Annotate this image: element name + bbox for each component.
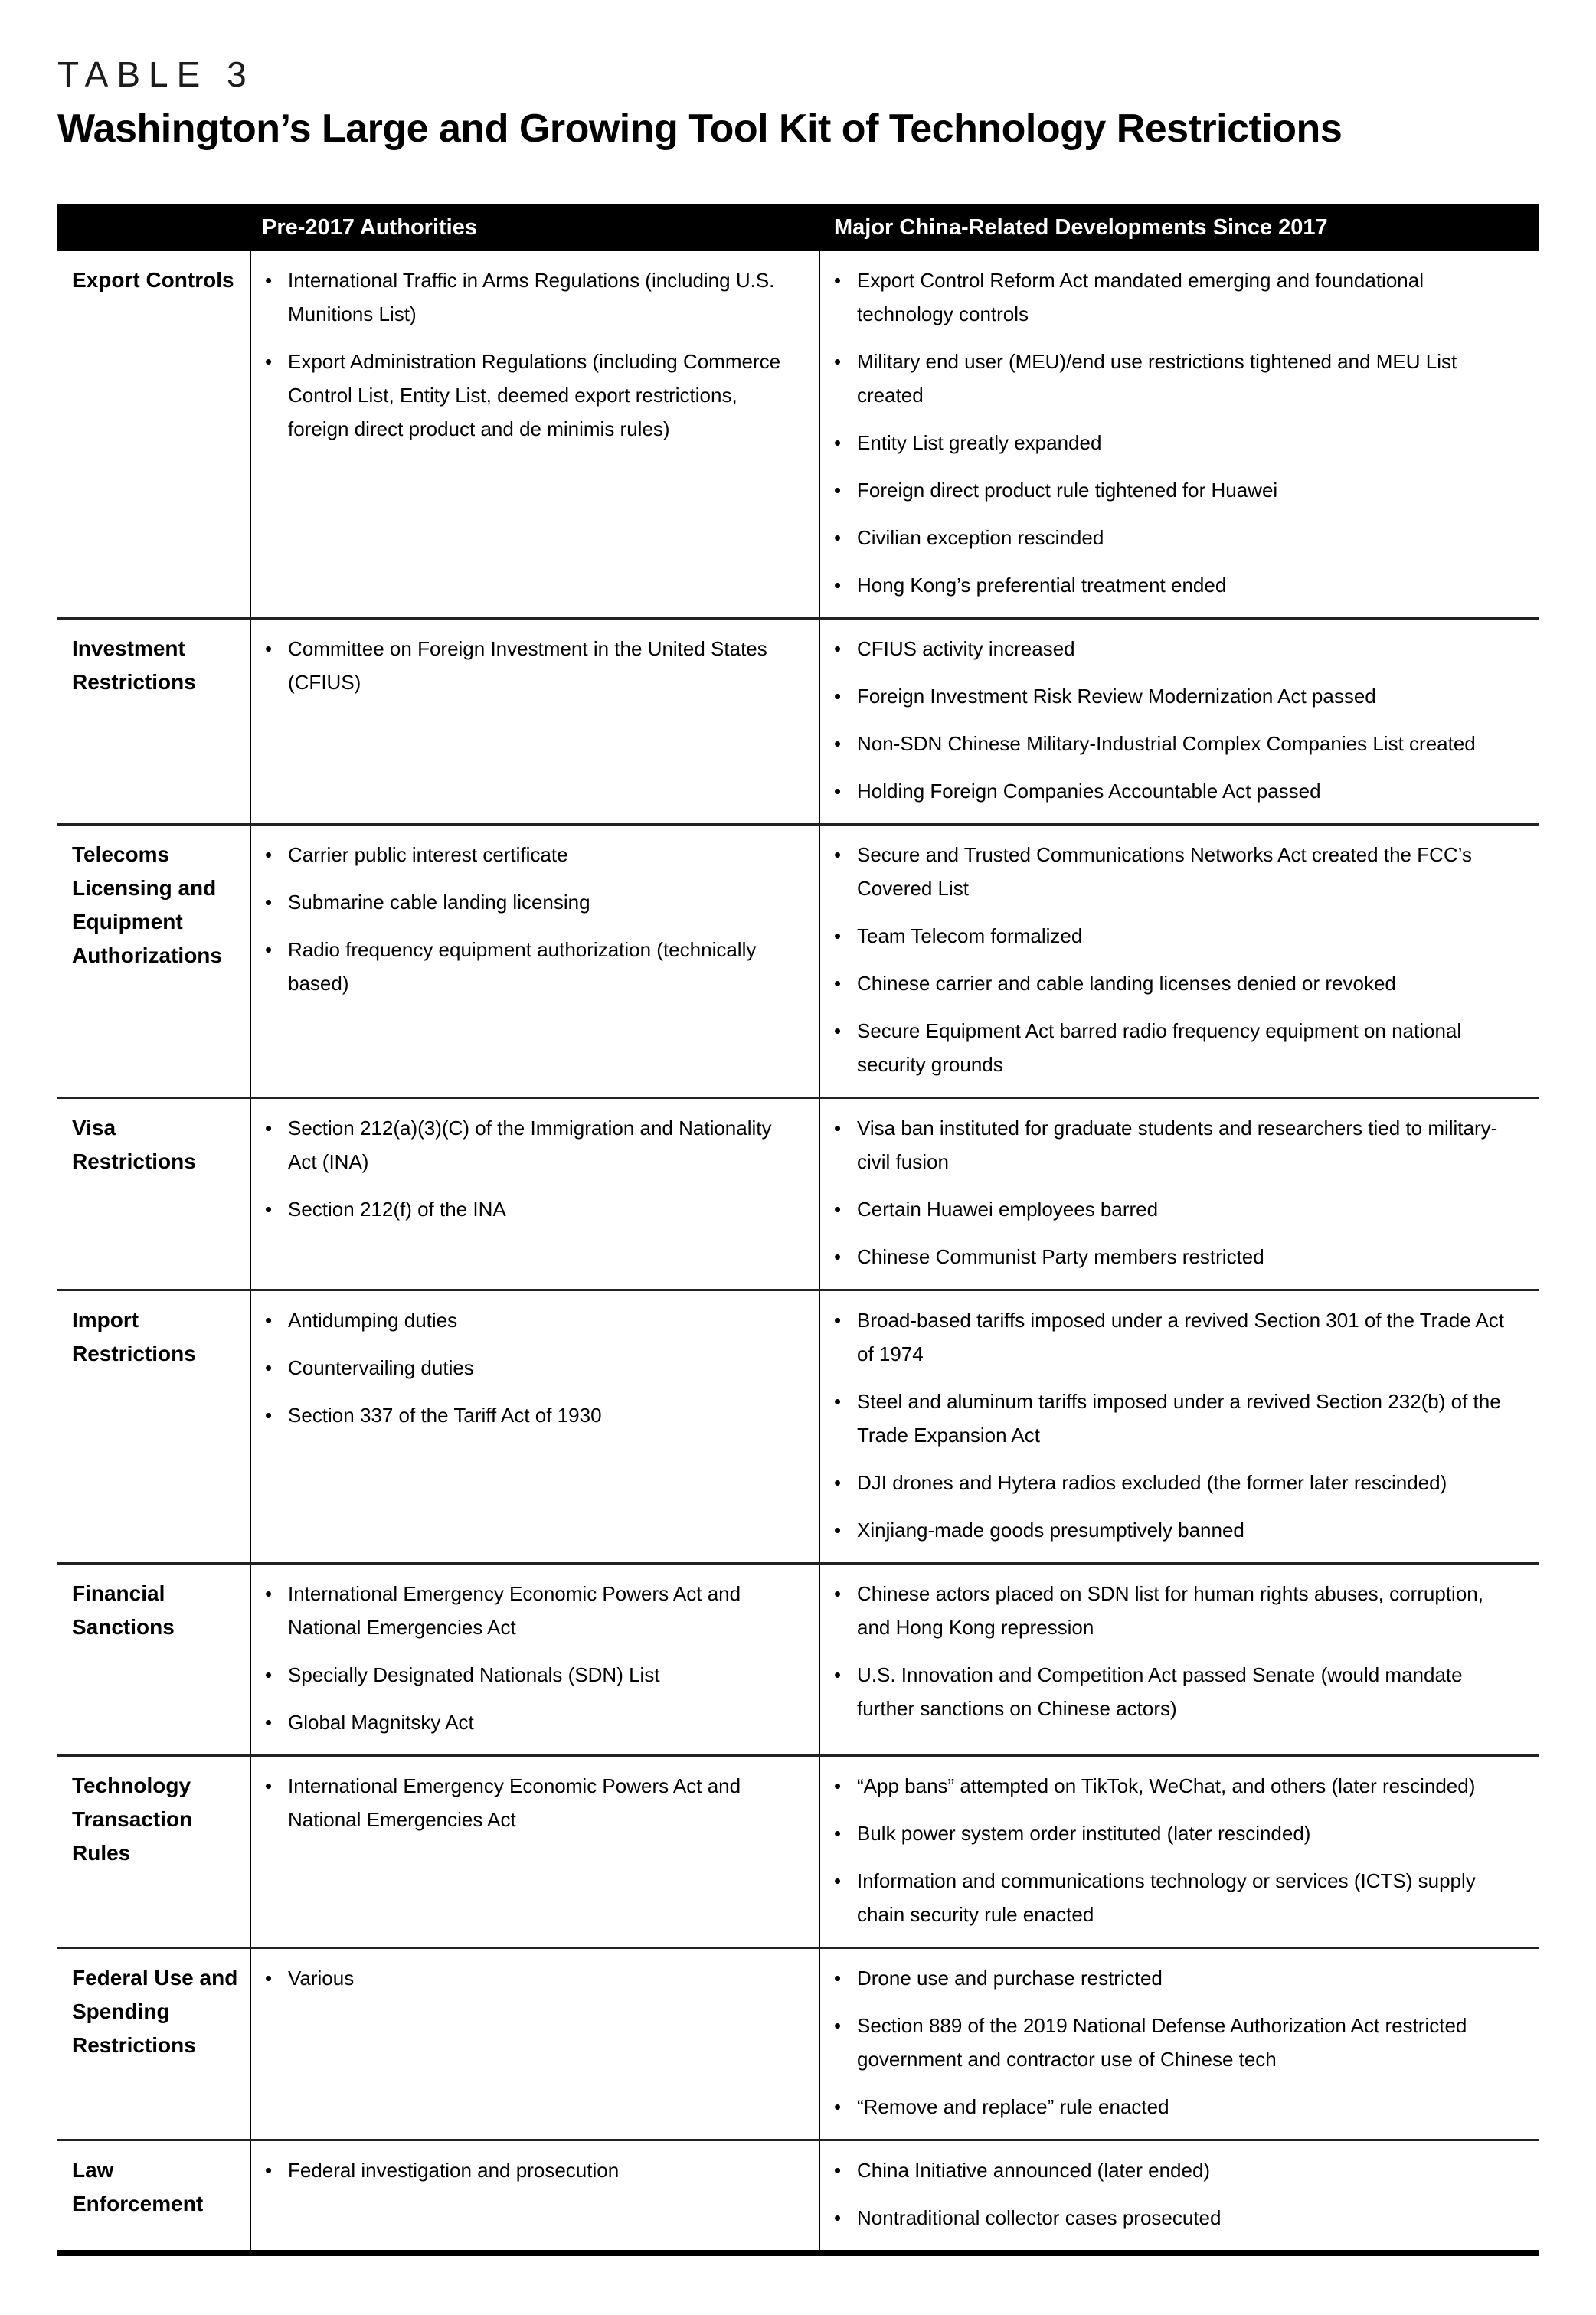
bullet-item xyxy=(251,838,793,871)
bullet-item xyxy=(251,1192,793,1226)
bullet-text: Secure and Trusted Communications Networks Act created the FCC’s Covered List xyxy=(857,843,1472,901)
bullet-text: Certain Huawei employees barred xyxy=(857,1198,1159,1221)
bullet-item xyxy=(251,1111,793,1179)
table-row xyxy=(57,1289,1539,1562)
bullet-icon: • xyxy=(265,1711,273,1735)
bullet-icon: • xyxy=(834,924,842,948)
bullet-icon: • xyxy=(834,350,842,374)
bullet-icon: • xyxy=(834,972,842,996)
bullet-item xyxy=(820,1577,1513,1644)
since2017-cell xyxy=(819,1291,1539,1562)
bullet-text: Visa ban instituted for graduate students and researchers tied to military-civil fusion xyxy=(857,1117,1498,1174)
bullet-text: Civilian exception rescinded xyxy=(857,526,1104,550)
bullet-icon: • xyxy=(834,2095,842,2119)
bullet-text: Section 889 of the 2019 National Defense Authorization Act restricted government and contractor use of Chinese tech xyxy=(857,2014,1467,2071)
bullet-icon: • xyxy=(834,1519,842,1542)
page-title: Washington’s Large and Growing Tool Kit of Technology Restrictions xyxy=(57,106,1343,151)
bullet-icon: • xyxy=(265,843,273,867)
bullet-text: Bulk power system order instituted (later rescinded) xyxy=(857,1822,1311,1846)
category-label: Export Controls xyxy=(72,268,234,293)
category-cell xyxy=(57,1757,250,1947)
bullet-item xyxy=(820,1658,1513,1725)
bullet-icon: • xyxy=(834,1663,842,1687)
bullet-text: Non-SDN Chinese Military-Industrial Complex Companies List created xyxy=(857,732,1476,756)
bullet-text: China Initiative announced (later ended) xyxy=(857,2159,1211,2183)
bullet-text: Export Control Reform Act mandated emerging and foundational technology controls xyxy=(857,269,1424,326)
bullet-icon: • xyxy=(265,1663,273,1687)
bullet-item xyxy=(820,521,1513,554)
bullet-item xyxy=(820,568,1513,602)
category-cell xyxy=(57,1565,250,1754)
bullet-icon: • xyxy=(834,1471,842,1495)
bullet-icon: • xyxy=(834,431,842,455)
bullet-item xyxy=(820,966,1513,1000)
bullet-item xyxy=(820,2090,1513,2124)
bullet-text: Xinjiang-made goods presumptively banned xyxy=(857,1519,1244,1542)
bullet-text: Secure Equipment Act barred radio frequency equipment on national security grounds xyxy=(857,1019,1462,1077)
bullet-item xyxy=(820,1466,1513,1499)
header-cell-since2017: Major China-Related Developments Since 2017 xyxy=(834,214,1328,240)
bullet-item xyxy=(251,1577,793,1644)
table-row xyxy=(57,1562,1539,1754)
bullet-text: U.S. Innovation and Competition Act passed Senate (would mandate further sanctions on Chinese actors) xyxy=(857,1663,1463,1721)
bullet-text: Section 212(f) of the INA xyxy=(288,1198,506,1221)
since2017-cell xyxy=(819,1757,1539,1947)
bullet-icon: • xyxy=(265,1774,273,1798)
bullet-text: “App bans” attempted on TikTok, WeChat, and others (later rescinded) xyxy=(857,1774,1476,1798)
bullet-text: Hong Kong’s preferential treatment ended xyxy=(857,574,1227,597)
category-cell xyxy=(57,1291,250,1562)
bullet-item xyxy=(820,838,1513,905)
category-label: Financial Sanctions xyxy=(72,1581,175,1640)
restrictions-table xyxy=(57,204,1539,2256)
category-cell xyxy=(57,2141,250,2250)
bullet-item xyxy=(820,919,1513,953)
bullet-text: Submarine cable landing licensing xyxy=(288,891,590,914)
category-cell xyxy=(57,1949,250,2139)
bullet-item xyxy=(820,1014,1513,1081)
category-cell xyxy=(57,251,250,617)
bullet-icon: • xyxy=(834,685,842,708)
bullet-icon: • xyxy=(834,1019,842,1043)
bullet-item xyxy=(820,774,1513,808)
pre2017-cell xyxy=(250,1949,819,2139)
table-row xyxy=(57,823,1539,1097)
bullet-icon: • xyxy=(265,1356,273,1380)
bullet-text: Section 212(a)(3)(C) of the Immigration and Nationality Act (INA) xyxy=(288,1117,772,1174)
bullet-item xyxy=(820,2201,1513,2235)
table-row xyxy=(57,1754,1539,1947)
table-row xyxy=(57,1097,1539,1289)
bullet-icon: • xyxy=(834,2159,842,2183)
since2017-cell xyxy=(819,2141,1539,2250)
bullet-item xyxy=(820,1816,1513,1850)
bullet-icon: • xyxy=(265,1117,273,1140)
bullet-icon: • xyxy=(265,1404,273,1427)
bullet-item xyxy=(251,1658,793,1692)
since2017-cell xyxy=(819,1949,1539,2139)
bullet-item xyxy=(251,1705,793,1739)
bullet-icon: • xyxy=(834,269,842,293)
bullet-item xyxy=(820,426,1513,459)
pre2017-cell xyxy=(250,1291,819,1562)
bullet-icon: • xyxy=(834,1117,842,1140)
bullet-item xyxy=(820,679,1513,713)
bullet-icon: • xyxy=(834,574,842,597)
bullet-item xyxy=(251,885,793,919)
pre2017-cell xyxy=(250,826,819,1097)
since2017-cell xyxy=(819,826,1539,1097)
table-header-row xyxy=(57,204,1539,251)
pre2017-cell xyxy=(250,1099,819,1289)
header-cell-pre2017: Pre-2017 Authorities xyxy=(262,214,477,240)
bullet-text: Radio frequency equipment authorization (technically based) xyxy=(288,938,757,996)
bullet-text: Specially Designated Nationals (SDN) List xyxy=(288,1663,660,1687)
bullet-text: Information and communications technology or services (ICTS) supply chain security rule enacted xyxy=(857,1869,1476,1927)
bullet-icon: • xyxy=(265,1198,273,1221)
bullet-item xyxy=(820,727,1513,760)
pre2017-cell xyxy=(250,620,819,823)
bullet-text: Nontraditional collector cases prosecuted xyxy=(857,2206,1222,2230)
bullet-icon: • xyxy=(834,479,842,502)
since2017-cell xyxy=(819,1099,1539,1289)
bullet-text: Entity List greatly expanded xyxy=(857,431,1102,455)
bullet-text: Chinese carrier and cable landing licenses denied or revoked xyxy=(857,972,1396,996)
bullet-text: Committee on Foreign Investment in the United States (CFIUS) xyxy=(288,637,767,695)
since2017-cell xyxy=(819,251,1539,617)
bullet-item xyxy=(820,2153,1513,2187)
bullet-item xyxy=(820,263,1513,331)
bullet-text: Holding Foreign Companies Accountable Act passed xyxy=(857,780,1321,803)
bullet-text: Global Magnitsky Act xyxy=(288,1711,474,1735)
bullet-item xyxy=(251,1303,793,1337)
bullet-item xyxy=(820,1192,1513,1226)
bullet-item xyxy=(820,1769,1513,1803)
category-cell xyxy=(57,1099,250,1289)
bullet-text: Team Telecom formalized xyxy=(857,924,1083,948)
bullet-text: Broad-based tariffs imposed under a revived Section 301 of the Trade Act of 1974 xyxy=(857,1309,1505,1366)
bullet-text: Carrier public interest certificate xyxy=(288,843,568,867)
bullet-icon: • xyxy=(834,1309,842,1332)
bullet-text: Chinese Communist Party members restricted xyxy=(857,1245,1264,1269)
bullet-icon: • xyxy=(834,1869,842,1893)
bullet-text: Military end user (MEU)/end use restrictions tightened and MEU List created xyxy=(857,350,1457,407)
bullet-icon: • xyxy=(834,1774,842,1798)
bullet-text: International Emergency Economic Powers Act and National Emergencies Act xyxy=(288,1774,741,1832)
bullet-text: Chinese actors placed on SDN list for human rights abuses, corruption, and Hong Kong repression xyxy=(857,1582,1483,1640)
bullet-item xyxy=(251,2153,793,2187)
bullet-text: CFIUS activity increased xyxy=(857,637,1075,661)
pre2017-cell xyxy=(250,1565,819,1754)
category-label: Federal Use and Spending Restrictions xyxy=(72,1966,238,2058)
bullet-text: Foreign direct product rule tightened for Huawei xyxy=(857,479,1278,502)
table-body xyxy=(57,251,1539,2250)
category-label: Investment Restrictions xyxy=(72,636,196,695)
bullet-icon: • xyxy=(265,1582,273,1606)
bullet-text: International Emergency Economic Powers Act and National Emergencies Act xyxy=(288,1582,741,1640)
category-cell xyxy=(57,620,250,823)
bullet-icon: • xyxy=(265,938,273,962)
pre2017-cell xyxy=(250,2141,819,2250)
table-row xyxy=(57,2139,1539,2250)
bullet-icon: • xyxy=(834,1198,842,1221)
bullet-item xyxy=(820,345,1513,412)
bullet-icon: • xyxy=(265,1967,273,1990)
bullet-text: Steel and aluminum tariffs imposed under a revived Section 232(b) of the Trade Expansion Act xyxy=(857,1390,1501,1447)
bullet-text: Export Administration Regulations (including Commerce Control List, Entity List, deemed export restrictions, foreign direct product and de minimis rules) xyxy=(288,350,781,441)
since2017-cell xyxy=(819,1565,1539,1754)
bullet-text: Antidumping duties xyxy=(288,1309,458,1332)
bullet-icon: • xyxy=(834,1390,842,1414)
bullet-item xyxy=(251,933,793,1000)
category-label: Import Restrictions xyxy=(72,1308,196,1366)
category-label: Technology Transaction Rules xyxy=(72,1774,193,1865)
bullet-item xyxy=(820,1111,1513,1179)
table-row xyxy=(57,251,1539,617)
pre2017-cell xyxy=(250,251,819,617)
bullet-text: “Remove and replace” rule enacted xyxy=(857,2095,1169,2119)
bullet-icon: • xyxy=(834,1582,842,1606)
bullet-item xyxy=(251,1351,793,1385)
bullet-icon: • xyxy=(834,1967,842,1990)
bullet-item xyxy=(820,473,1513,507)
bullet-icon: • xyxy=(834,1822,842,1846)
bullet-item xyxy=(251,263,793,331)
bullet-item xyxy=(820,1961,1513,1995)
bullet-item xyxy=(820,1385,1513,1452)
category-cell xyxy=(57,826,250,1097)
bullet-item xyxy=(820,1864,1513,1931)
bullet-icon: • xyxy=(834,526,842,550)
bullet-icon: • xyxy=(834,637,842,661)
bullet-text: Section 337 of the Tariff Act of 1930 xyxy=(288,1404,602,1427)
category-label: Telecoms Licensing and Equipment Authorizations xyxy=(72,842,222,968)
since2017-cell xyxy=(819,620,1539,823)
bullet-icon: • xyxy=(834,2014,842,2038)
bullet-icon: • xyxy=(834,780,842,803)
bullet-text: Various xyxy=(288,1967,355,1990)
bullet-icon: • xyxy=(265,350,273,374)
bullet-text: International Traffic in Arms Regulations (including U.S. Munitions List) xyxy=(288,269,775,326)
bullet-item xyxy=(251,345,793,446)
bullet-text: Foreign Investment Risk Review Modernization Act passed xyxy=(857,685,1376,708)
table-row xyxy=(57,1947,1539,2139)
bullet-text: DJI drones and Hytera radios excluded (the former later rescinded) xyxy=(857,1471,1447,1495)
bullet-icon: • xyxy=(834,843,842,867)
bullet-item xyxy=(251,1961,793,1995)
bullet-icon: • xyxy=(265,2159,273,2183)
bullet-text: Drone use and purchase restricted xyxy=(857,1967,1163,1990)
bullet-item xyxy=(820,632,1513,665)
bullet-icon: • xyxy=(265,637,273,661)
bullet-item xyxy=(820,1303,1513,1371)
table-row xyxy=(57,617,1539,823)
category-label: Law Enforcement xyxy=(72,2158,204,2216)
bullet-item xyxy=(820,1240,1513,1274)
bullet-icon: • xyxy=(834,732,842,756)
bullet-text: Federal investigation and prosecution xyxy=(288,2159,620,2183)
bullet-icon: • xyxy=(265,269,273,293)
bullet-icon: • xyxy=(265,891,273,914)
bullet-item xyxy=(251,632,793,699)
bullet-item xyxy=(251,1398,793,1432)
bullet-text: Countervailing duties xyxy=(288,1356,474,1380)
table-label: TABLE 3 xyxy=(57,54,255,94)
bullet-item xyxy=(820,2009,1513,2076)
pre2017-cell xyxy=(250,1757,819,1947)
bullet-item xyxy=(251,1769,793,1836)
bullet-item xyxy=(820,1513,1513,1547)
bullet-icon: • xyxy=(834,2206,842,2230)
bullet-icon: • xyxy=(834,1245,842,1269)
bullet-icon: • xyxy=(265,1309,273,1332)
category-label: Visa Restrictions xyxy=(72,1116,196,1174)
